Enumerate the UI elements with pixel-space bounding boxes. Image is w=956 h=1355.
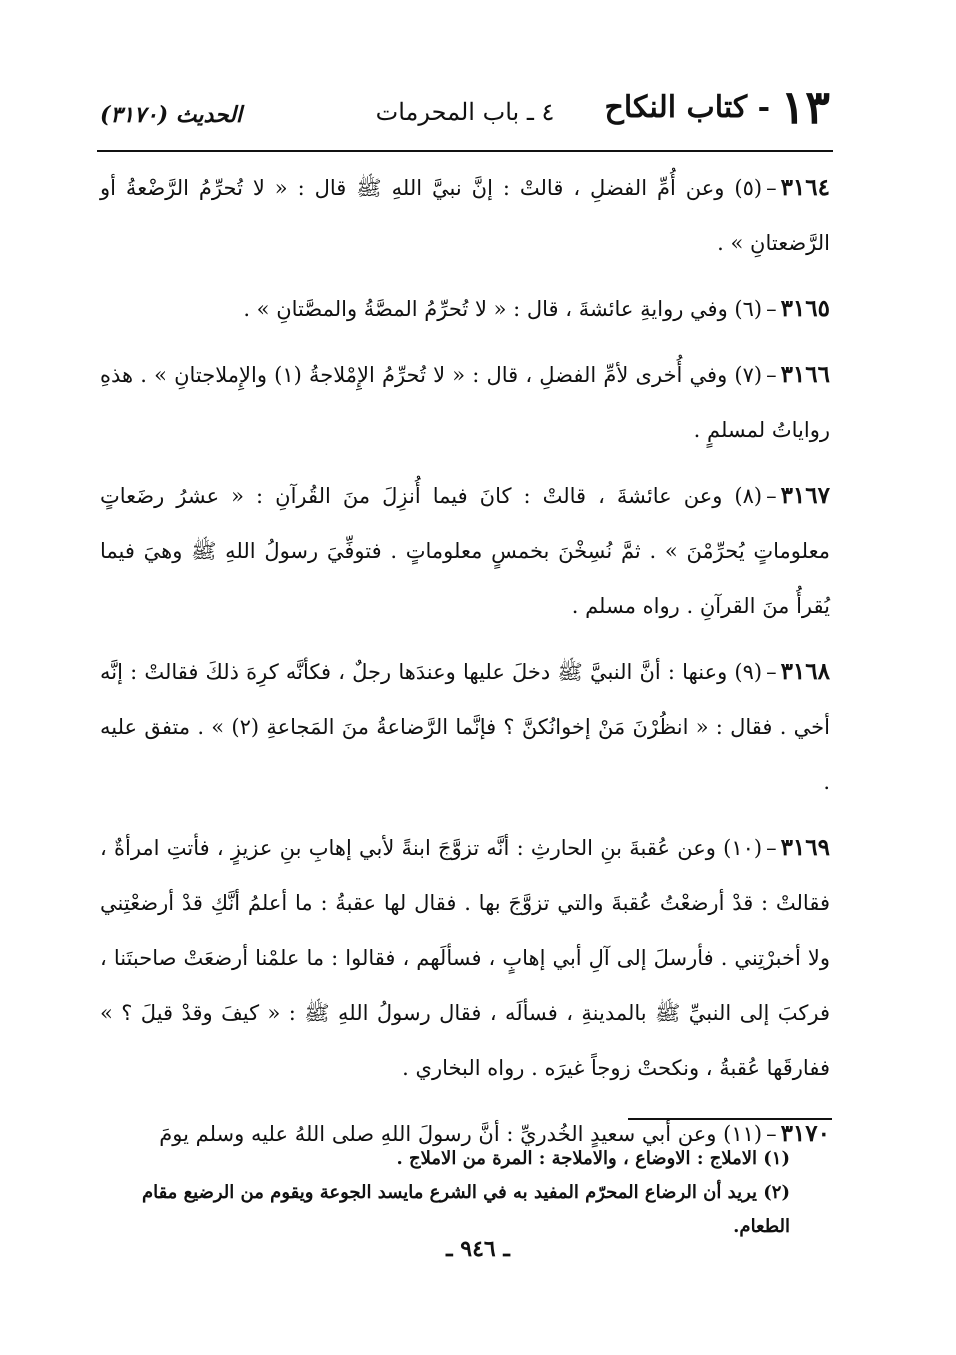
hadith-text: (٩) وعنها : أنَّ النبيَّ ﷺ دخلَ عليها وعندَها رجلٌ ، فكأنَّه كرِهَ ذلكَ فقالتْ : إنَّه أخي . فقال : « انظُرْنَ مَنْ إخوانُكنَّ ؟ فإنَّما الرَّضاعةُ منَ المَجاعةِ (٢) » . متفق عليه . <box>100 660 830 794</box>
hadith-number: ٣١٧٠ <box>780 1120 830 1147</box>
chapter-number: ١٣ <box>780 80 830 134</box>
hadith-entry: ٣١٦٧–(٨) وعن عائشةَ ، قالتْ : كانَ فيما أُنزِلَ منَ القُرآنِ : « عشرُ رضَعاتٍ معلوماتٍ يُحرِّمْنَ » . ثمَّ نُسِخْنَ بخمسٍ معلوماتٍ . فتوفِّيَ رسولُ اللهِ ﷺ وهيَ فيما يُقرأُ منَ القرآنِ . رواه مسلم . <box>100 482 830 618</box>
hadith-number: ٣١٦٧ <box>780 482 830 509</box>
page-number: ـ ٩٤٦ ـ <box>446 1236 510 1262</box>
hadith-number: ٣١٦٩ <box>780 834 830 861</box>
hadith-entry: ٣١٦٥–(٦) وفي روايةِ عائشةَ ، قال : « لا تُحرِّمُ المصَّةُ والمصَّتانِ » . <box>243 295 830 322</box>
footnote: (١) الاملاج : الاوضاع ، والاملاجة : المرة من الاملاج . <box>396 1148 790 1169</box>
hadith-number: ٣١٦٨ <box>780 658 830 685</box>
hadith-number: ٣١٦٦ <box>780 361 830 388</box>
footnotes <box>100 1142 790 1244</box>
hadith-number: ٣١٦٤ <box>780 174 830 201</box>
hadith-entry: ٣١٧٠–(١١) وعن أبي سعيدٍ الخُدريِّ : أنَّ رسولَ اللهِ صلى اللهُ عليه وسلم يومَ <box>159 1120 830 1147</box>
hadith-range: الحديث (٣١٧٠) <box>100 102 243 128</box>
hadith-text: (١١) وعن أبي سعيدٍ الخُدريِّ : أنَّ رسولَ اللهِ صلى اللهُ عليه وسلم يومَ <box>159 1122 763 1146</box>
hadith-text: (٨) وعن عائشةَ ، قالتْ : كانَ فيما أُنزِلَ منَ القُرآنِ : « عشرُ رضَعاتٍ معلوماتٍ يُحرِّمْنَ » . ثمَّ نُسِخْنَ بخمسٍ معلوماتٍ . فتوفِّيَ رسولُ اللهِ ﷺ وهيَ فيما يُقرأُ منَ القرآنِ . رواه مسلم . <box>100 484 830 618</box>
hadith-text: (١٠) وعن عُقبةَ بنِ الحارثِ : أنَّه تزوَّجَ ابنةً لأبي إهابِ بنِ عزيزٍ ، فأتتِ امرأةٌ ، فقالتْ : قدْ أرضعْتُ عُقبةَ والتي تزوَّجَ بها . فقال لها عقبةُ : ما أعلمُ أنَّكِ قدْ أرضعْتِني ولا أخبرْتِني . فأرسلَ إلى آلِ أبي إهابٍ ، فسألَهم ، فقالوا : ما علمْنا أرضعَتْ صاحبتَنا ، فركبَ إلى النبيِّ ﷺ بالمدينةِ ، فسألَه ، فقال رسولُ اللهِ ﷺ : « كيفَ وقدْ قيلَ ؟ » ففارقَها عُقبةُ ، ونكحتْ زوجاً غيرَه . رواه البخاري . <box>100 836 830 1080</box>
page-header <box>100 80 830 140</box>
main-text <box>100 160 830 1172</box>
hadith-entry: ٣١٦٨–(٩) وعنها : أنَّ النبيَّ ﷺ دخلَ عليها وعندَها رجلٌ ، فكأنَّه كرِهَ ذلكَ فقالتْ : إنَّه أخي . فقال : « انظُرْنَ مَنْ إخوانُكنَّ ؟ فإنَّما الرَّضاعةُ منَ المَجاعةِ (٢) » . متفق عليه . <box>100 658 830 794</box>
hadith-text: (٥) وعن أُمِّ الفضلِ ، قالتْ : إنَّ نبيَّ اللهِ ﷺ قال : « لا تُحرِّمُ الرَّضْعةُ أو الرَّضعتانِ » . <box>100 176 830 255</box>
footnote: (٢) يريد أن الرضاع المحرّم المفيد به في الشرع مايسد الجوعة ويقوم من الرضيع مقام الطعام. <box>141 1182 790 1237</box>
hadith-number: ٣١٦٥ <box>780 295 830 322</box>
hadith-text: (٦) وفي روايةِ عائشةَ ، قال : « لا تُحرِّمُ المصَّةُ والمصَّتانِ » . <box>243 297 763 321</box>
footnote-divider <box>628 1118 832 1120</box>
section-title: ٤ ـ باب المحرمات <box>375 98 555 126</box>
hadith-entry: ٣١٦٤–(٥) وعن أُمِّ الفضلِ ، قالتْ : إنَّ نبيَّ اللهِ ﷺ قال : « لا تُحرِّمُ الرَّضْعةُ أو الرَّضعتانِ » . <box>100 174 830 255</box>
chapter-title: - كتاب النكاح <box>604 90 771 125</box>
hadith-text: (٧) وفي أُخرى لأمِّ الفضلِ ، قال : « لا تُحرِّمُ الإِمْلاجةُ (١) والإِملاجتانِ » . هذهِ رواياتُ لمسلمٍ . <box>100 363 830 442</box>
hadith-entry: ٣١٦٩–(١٠) وعن عُقبةَ بنِ الحارثِ : أنَّه تزوَّجَ ابنةً لأبي إهابِ بنِ عزيزٍ ، فأتتِ امرأةٌ ، فقالتْ : قدْ أرضعْتُ عُقبةَ والتي تزوَّجَ بها . فقال لها عقبةُ : ما أعلمُ أنَّكِ قدْ أرضعْتِني ولا أخبرْتِني . فأرسلَ إلى آلِ أبي إهابٍ ، فسألَهم ، فقالوا : ما علمْنا أرضعَتْ صاحبتَنا ، فركبَ إلى النبيِّ ﷺ بالمدينةِ ، فسألَه ، فقال رسولُ اللهِ ﷺ : « كيفَ وقدْ قيلَ ؟ » ففارقَها عُقبةُ ، ونكحتْ زوجاً غيرَه . رواه البخاري . <box>100 834 830 1080</box>
hadith-entry: ٣١٦٦–(٧) وفي أُخرى لأمِّ الفضلِ ، قال : « لا تُحرِّمُ الإِمْلاجةُ (١) والإِملاجتانِ » . هذهِ رواياتُ لمسلمٍ . <box>100 361 830 442</box>
chapter-heading <box>604 80 830 134</box>
header-divider <box>97 150 833 152</box>
